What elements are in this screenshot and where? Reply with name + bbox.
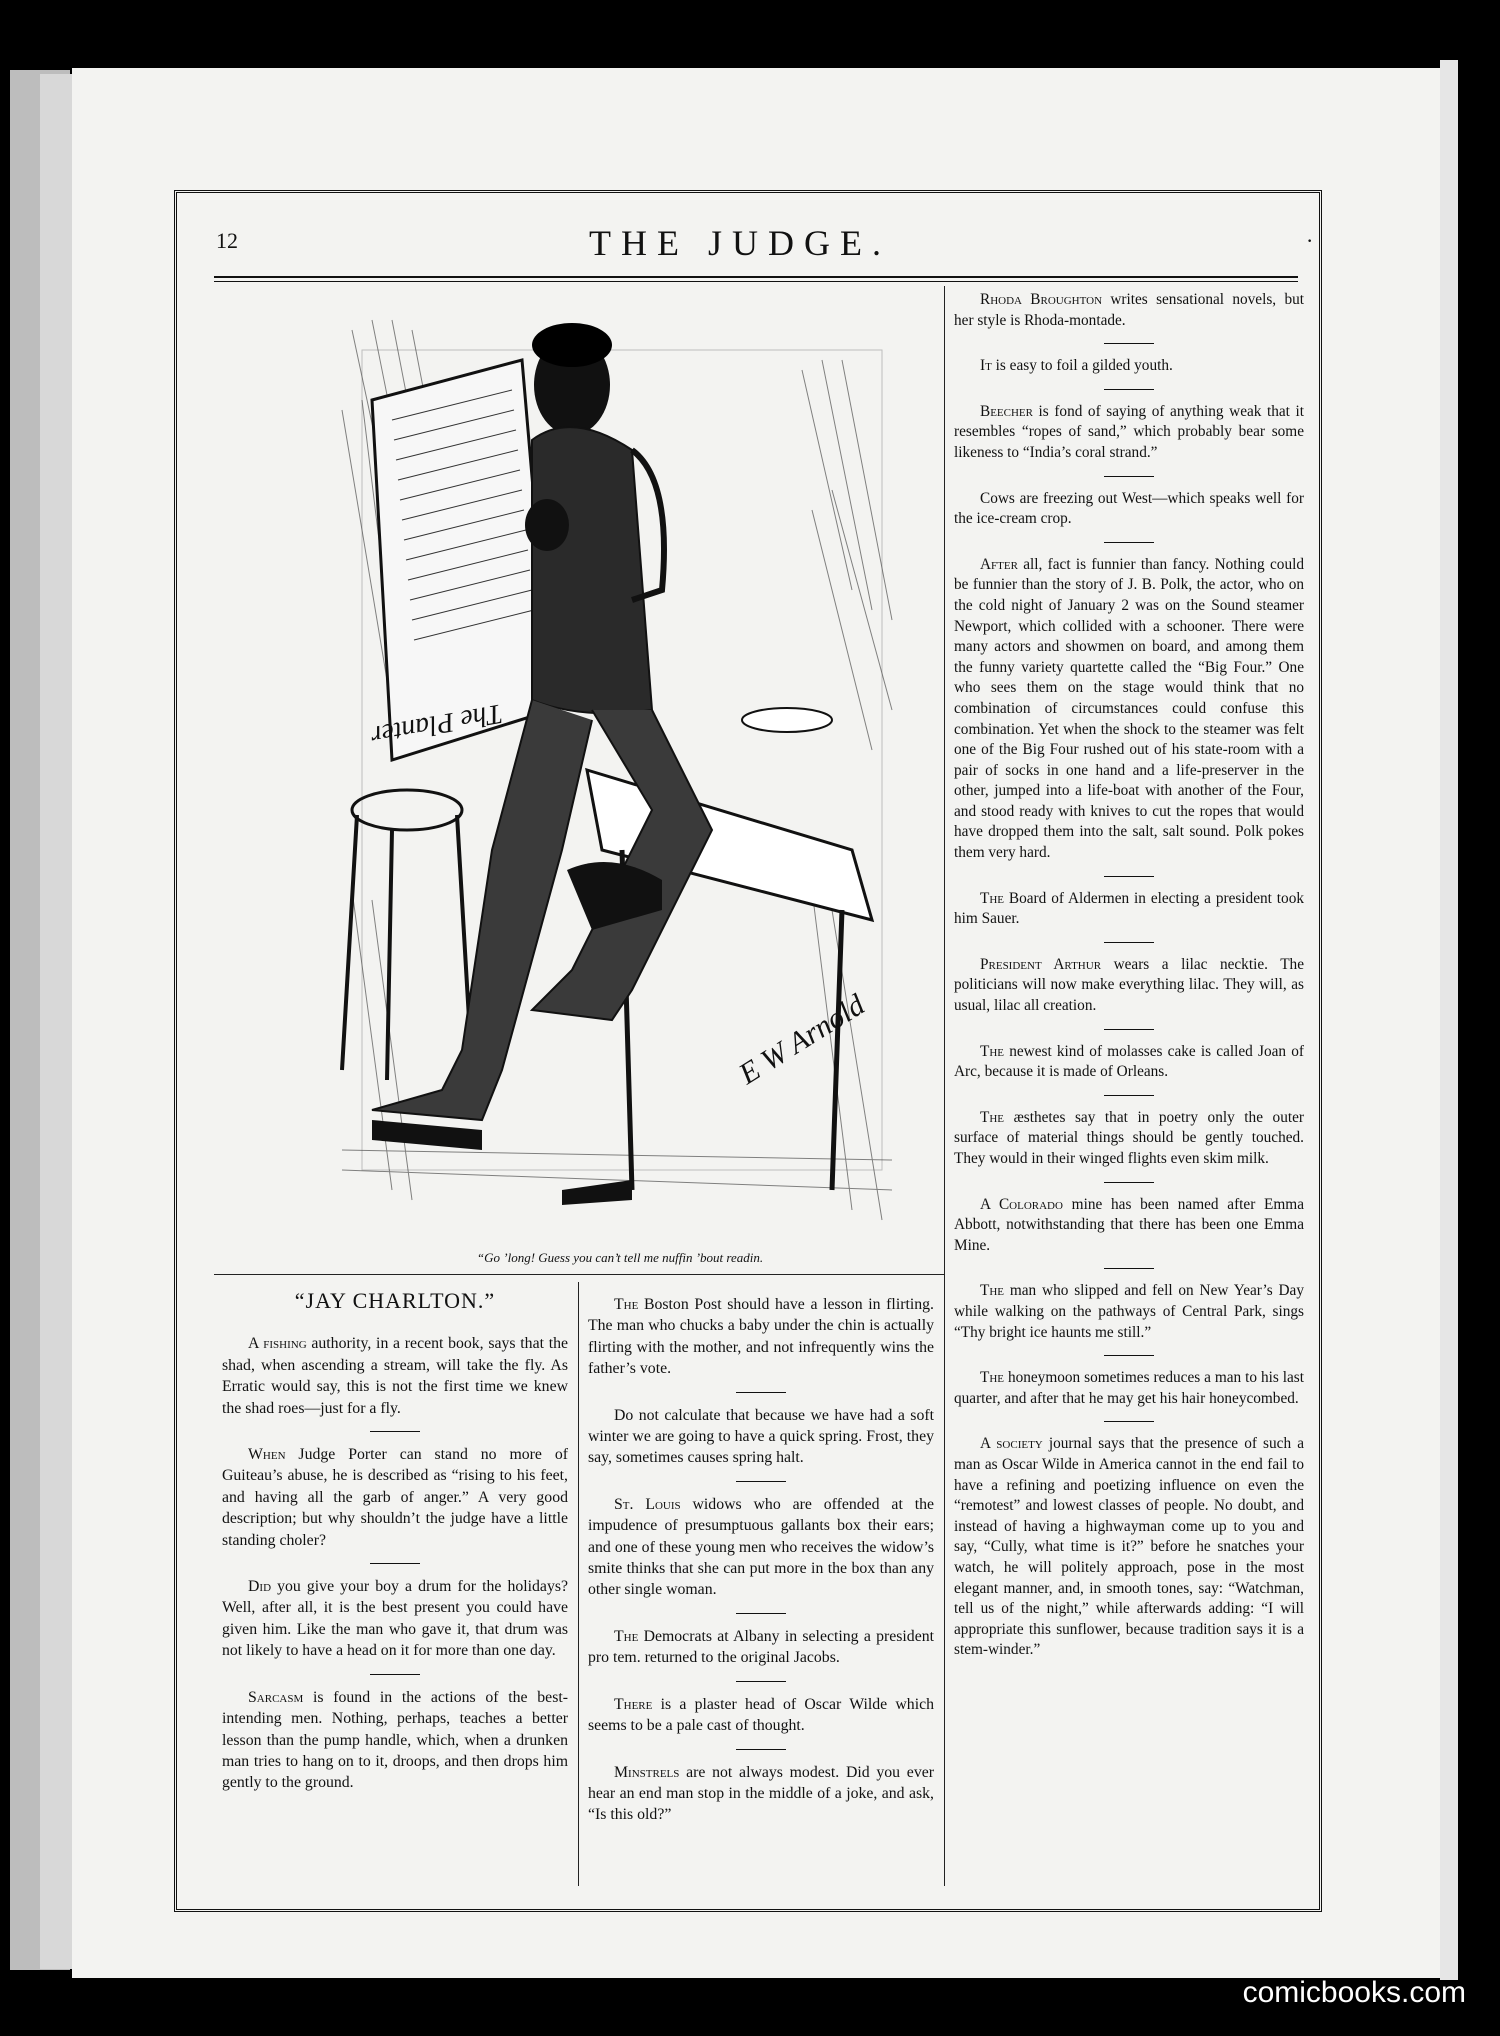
- masthead-title: THE JUDGE.: [589, 223, 891, 263]
- paragraph: Beecher is fond of saying of anything weak that it resembles “ropes of sand,” which probably bear some likeness to “India’s coral strand.”: [954, 402, 1304, 461]
- separator-rule: [1104, 942, 1154, 943]
- column-right: [954, 290, 1304, 1661]
- paragraph: Sarcasm is found in the actions of the best-intending men. Nothing, perhaps, teaches a better lesson than the pump handle, which, when a drunken man tries to hang on to it, droops, and then drops him gently to the ground.: [222, 1688, 568, 1792]
- separator-rule: [1104, 1182, 1154, 1183]
- separator-rule: [1104, 343, 1154, 344]
- column-divider-right: [944, 286, 945, 1886]
- paragraph: St. Louis widows who are offended at the impudence of presumptuous gallants box their ears; and one of these young men who receives the widow’s smite thinks that she can put more in the box than any other single woman.: [588, 1495, 934, 1599]
- paragraph: The honeymoon sometimes reduces a man to his last quarter, and after that he may get his hair honeycombed.: [954, 1369, 1304, 1407]
- column-title: “JAY CHARLTON.”: [294, 1288, 496, 1313]
- paragraph: It is easy to foil a gilded youth.: [980, 357, 1173, 375]
- paragraph: A fishing authority, in a recent book, says that the shad, when ascending a stream, will take the fly. As Erratic would say, this is not the first time we knew the shad roes—just for a fly.: [222, 1335, 568, 1417]
- separator-rule: [736, 1392, 786, 1393]
- column-divider-left: [578, 1282, 579, 1886]
- column-left: [222, 1290, 568, 1794]
- paragraph: Did you give your boy a drum for the holidays? Well, after all, it is the best present you could have given him. Like the man who gave it, that drum was not likely to have a head on it for more than one day.: [222, 1578, 568, 1660]
- paragraph: The man who slipped and fell on New Year’s Day while walking on the pathways of Central Park, sings “Thy bright ice haunts me still.”: [954, 1282, 1304, 1341]
- separator-rule: [736, 1613, 786, 1614]
- artist-signature: E W Arnold: [733, 988, 871, 1091]
- masthead-dot: ·: [1306, 228, 1314, 253]
- paragraph: President Arthur wears a lilac necktie. The politicians will now make everything lilac. They will, as usual, lilac all creation.: [954, 955, 1304, 1015]
- separator-rule: [736, 1681, 786, 1682]
- paragraph: Minstrels are not always modest. Did you ever hear an end man stop in the middle of a joke, and ask, “Is this old?”: [588, 1763, 934, 1824]
- paragraph: Rhoda Broughton writes sensational novels, but her style is Rhoda-montade.: [954, 291, 1304, 329]
- newspaper-masthead: The Planter: [368, 697, 505, 752]
- paragraph: After all, fact is funnier than fancy. Nothing could be funnier than the story of J. B. Polk, the actor, who on the cold night of January 2 was on the Sound steamer Newport, which collided with a schooner. There were many actors and showmen on board, and among them the funny variety quartette called the “Big Four.” One who sees them on the stage would think that no combination of circumstances could confuse this combination. Yet when the shock to the steamer was felt one of the Big Four rushed out of his state-room with a pair of socks in one hand and a life-preserver in the other, jumped into a life-boat with another of the Four, and stood ready with knives to cut the ropes that would have dropped them into the salt, salt sound. Polk pokes them very hard.: [954, 555, 1304, 862]
- watermark-link[interactable]: comicbooks.com: [1242, 1976, 1466, 2009]
- page-number: 12: [216, 228, 238, 253]
- paragraph: The æsthetes say that in poetry only the outer surface of material things should be gently touched. They would in their winged flights even skim milk.: [954, 1108, 1304, 1167]
- cartoon-illustration: [332, 290, 902, 1240]
- separator-rule: [1104, 1095, 1154, 1096]
- separator-rule: [370, 1431, 420, 1432]
- separator-rule: [736, 1749, 786, 1750]
- separator-rule: [1104, 1268, 1154, 1269]
- separator-rule: [1104, 1355, 1154, 1356]
- header-rule: [214, 276, 1298, 278]
- header-rule-thin: [214, 281, 1298, 282]
- separator-rule: [1104, 389, 1154, 390]
- separator-rule: [1104, 876, 1154, 877]
- separator-rule: [370, 1563, 420, 1564]
- illustration-caption: “Go ’long! Guess you can’t tell me nuffin ’bout readin.: [476, 1250, 764, 1265]
- paragraph: The Democrats at Albany in selecting a president pro tem. returned to the original Jacobs.: [588, 1627, 934, 1667]
- paragraph: A Colorado mine has been named after Emma Abbott, notwithstanding that there has been one Emma Mine.: [954, 1195, 1304, 1254]
- paragraph: There is a plaster head of Oscar Wilde which seems to be a pale cast of thought.: [588, 1695, 934, 1735]
- separator-rule: [1104, 542, 1154, 543]
- paragraph: A society journal says that the presence of such a man as Oscar Wilde in America cannot in the end fail to have a refining and poetizing influence on even the “remotest” and lowest classes of people. No doubt, and instead of having a highwayman come up to you and say, “Cully, what time is it?” before he snatches your watch, he will politely approach, pose in the most elegant manner, and, in smooth tones, say: “Watchman, tell us of the night,” while afterwards adding: “I will appropriate this sunflower, because tradition says it is a stem-winder.”: [954, 1435, 1304, 1659]
- column-middle: [588, 1294, 934, 1826]
- separator-rule: [370, 1674, 420, 1675]
- separator-rule: [736, 1481, 786, 1482]
- separator-rule: [1104, 1029, 1154, 1030]
- paragraph: Do not calculate that because we have had a soft winter we are going to have a quick spring. Frost, they say, sometimes causes spring halt.: [588, 1406, 934, 1467]
- separator-rule: [1104, 476, 1154, 477]
- paragraph: The newest kind of molasses cake is called Joan of Arc, because it is made of Orleans.: [954, 1042, 1304, 1081]
- paragraph: When Judge Porter can stand no more of Guiteau’s abuse, he is described as “rising to his feet, and having all the garb of anger.” A very good description; but why shouldn’t the judge have a little standing choler?: [222, 1446, 568, 1549]
- paragraph: The Board of Aldermen in electing a president took him Sauer.: [954, 889, 1304, 928]
- illustration-bottom-rule: [214, 1274, 944, 1275]
- separator-rule: [1104, 1421, 1154, 1422]
- paragraph: Cows are freezing out West—which speaks well for the ice-cream crop.: [954, 489, 1304, 528]
- paragraph: The Boston Post should have a lesson in flirting. The man who chucks a baby under the chin is actually flirting with the mother, and not infrequently wins the father’s vote.: [588, 1296, 934, 1378]
